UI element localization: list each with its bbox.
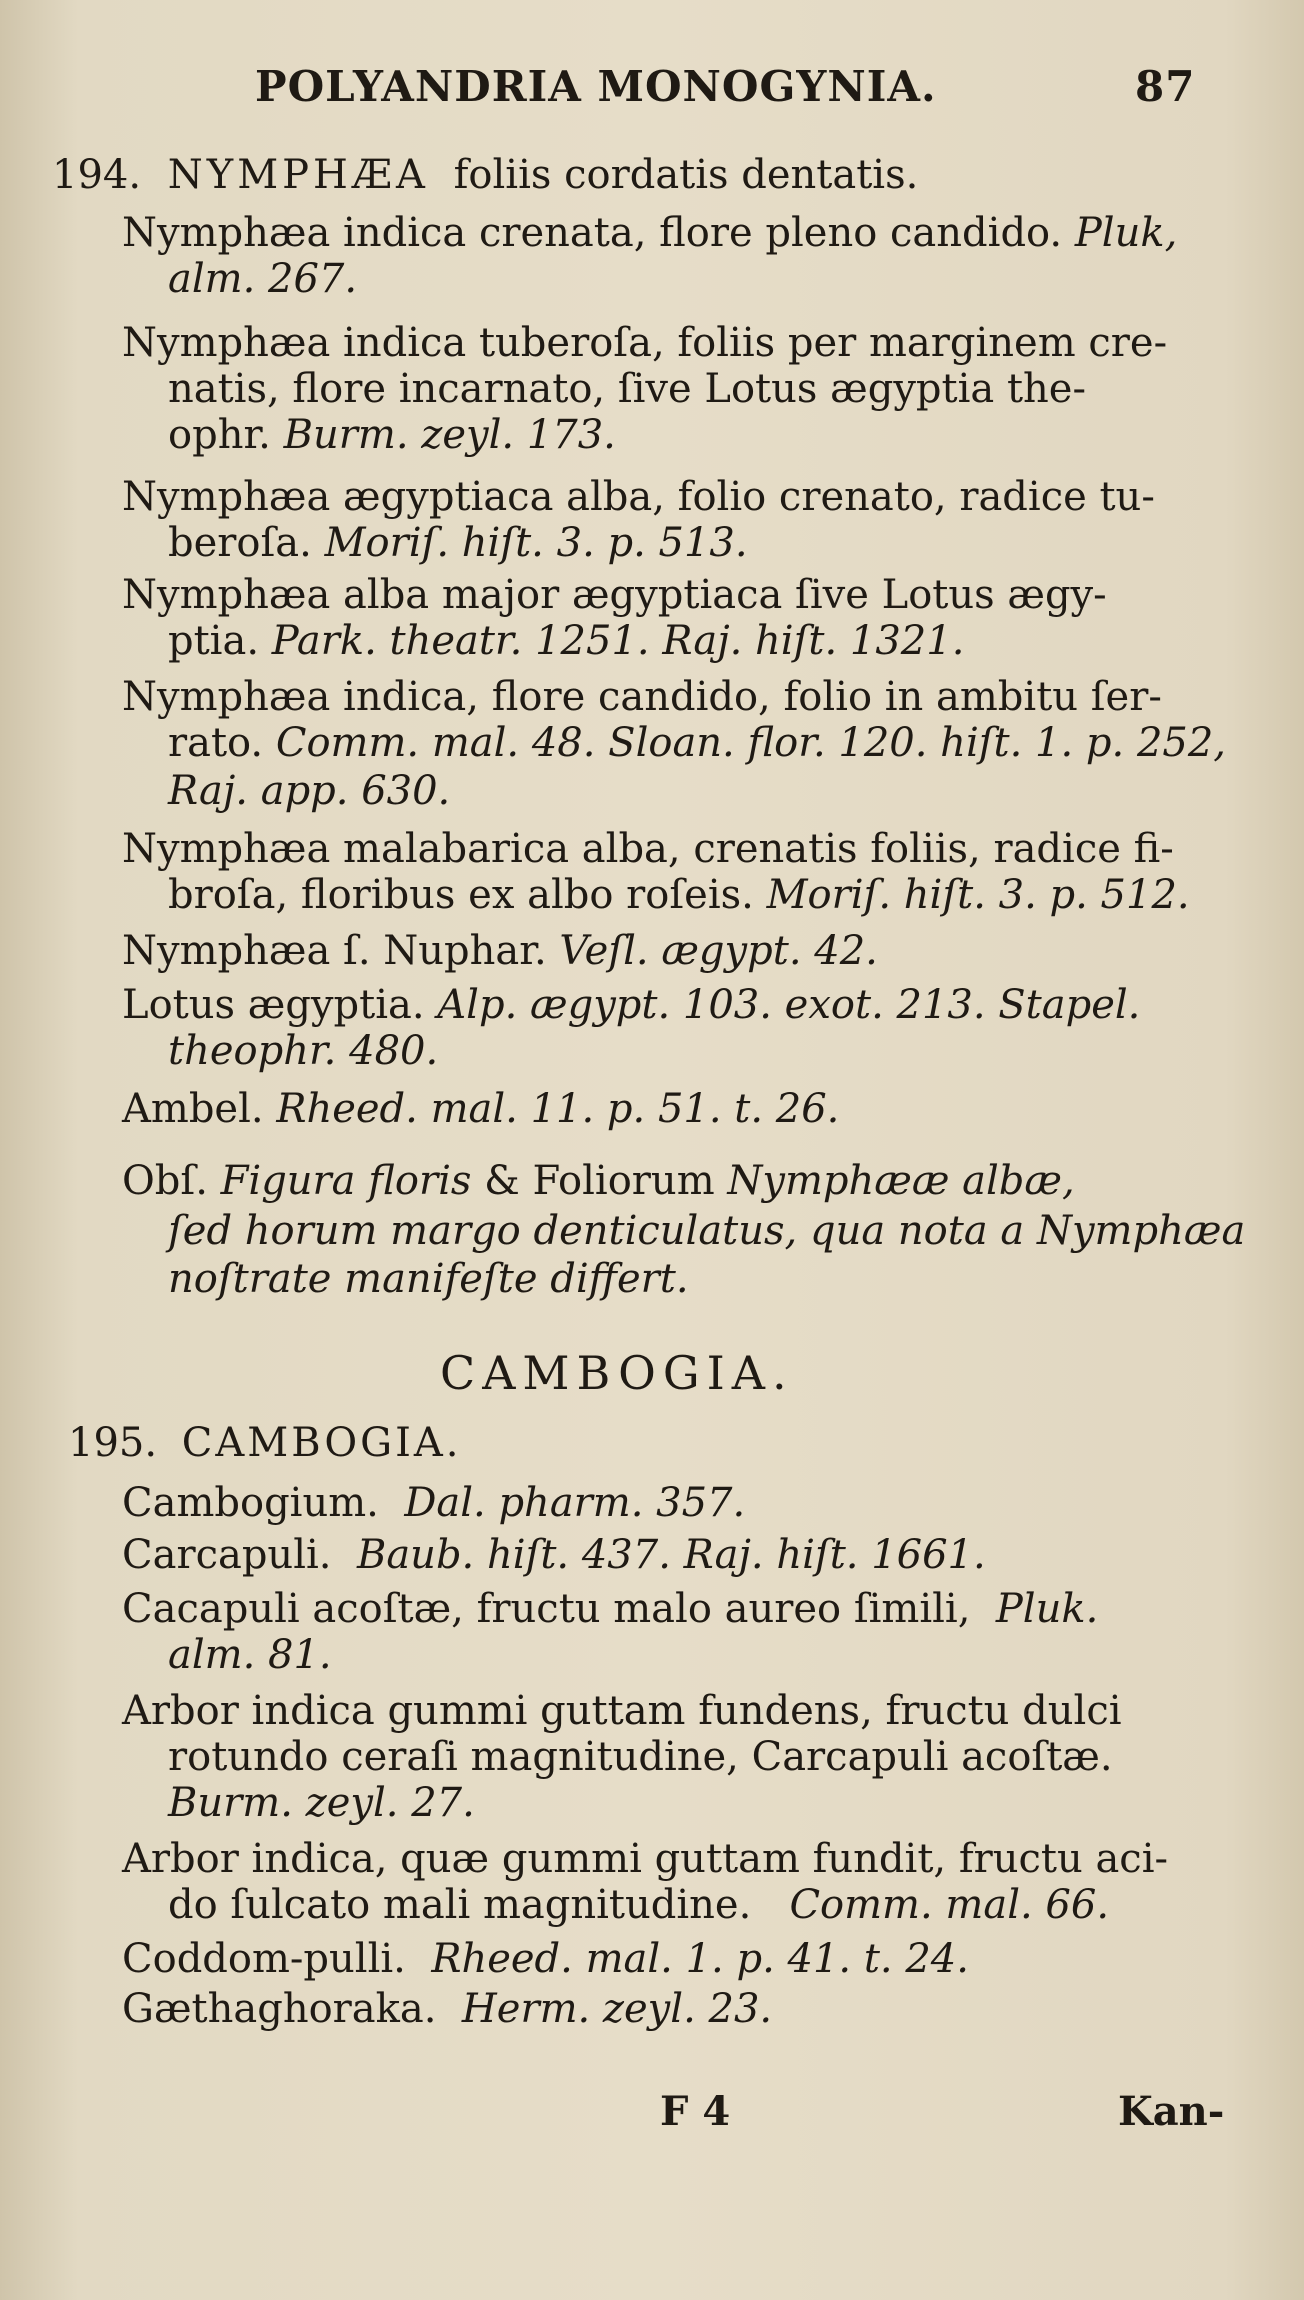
synonym-line: Lotus ægyptia. Alp. ægypt. 103. exot. 213. Stapel.: [122, 982, 1141, 1028]
synonym-line: Gæthaghoraka. Herm. zeyl. 23.: [122, 1986, 773, 2032]
synonym-line: Arbor indica, quæ gummi guttam fundit, fructu aci-: [122, 1836, 1169, 1882]
signature-mark: F 4: [660, 2088, 731, 2135]
page-number: 87: [1135, 62, 1196, 111]
synonym-line: Nymphæa indica tuberoſa, foliis per marginem cre-: [122, 320, 1168, 366]
synonym-line: beroſa. Moriſ. hiſt. 3. p. 513.: [168, 520, 748, 566]
synonym-line: do ſulcato mali magnitudine. Comm. mal. 66.: [168, 1882, 1110, 1928]
synonym-line: Arbor indica gummi guttam fundens, fructu dulci: [122, 1688, 1122, 1734]
observation-line: noſtrate manifeſte differt.: [168, 1256, 689, 1302]
synonym-line: rato. Comm. mal. 48. Sloan. flor. 120. hiſt. 1. p. 252,: [168, 720, 1227, 766]
observation-line: Obſ. Figura floris & Foliorum Nymphææ albæ,: [122, 1158, 1075, 1204]
catchword: Kan-: [1118, 2088, 1225, 2135]
entry-number: 195.: [68, 1420, 158, 1466]
header-title: POLYANDRIA MONOGYNIA.: [255, 62, 937, 111]
synonym-line: broſa, floribus ex albo roſeis. Moriſ. hiſt. 3. p. 512.: [168, 872, 1190, 918]
synonym-line: alm. 267.: [168, 256, 358, 302]
synonym-line: Nymphæa ſ. Nuphar. Veſl. ægypt. 42.: [122, 928, 878, 974]
synonym-line: Raj. app. 630.: [168, 768, 451, 814]
synonym-line: Nymphæa alba major ægyptiaca ſive Lotus ægy-: [122, 572, 1107, 618]
observation-line: ſed horum margo denticulatus, qua nota a Nymphæa: [168, 1208, 1246, 1254]
genus-name: CAMBOGIA.: [181, 1420, 462, 1466]
synonym-line: Nymphæa ægyptiaca alba, folio crenato, radice tu-: [122, 474, 1155, 520]
synonym-line: Coddom-pulli. Rheed. mal. 1. p. 41. t. 24.: [122, 1936, 969, 1982]
synonym-line: Ambel. Rheed. mal. 11. p. 51. t. 26.: [122, 1086, 840, 1132]
synonym-line: Nymphæa malabarica alba, crenatis foliis, radice fi-: [122, 826, 1174, 872]
synonym-line: theophr. 480.: [168, 1028, 439, 1074]
entry-194-heading: [52, 152, 918, 198]
genus-name: NYMPHÆA: [167, 152, 429, 198]
synonym-line: Nymphæa indica crenata, flore pleno candido. Pluk,: [122, 210, 1178, 256]
synonym-line: ophr. Burm. zeyl. 173.: [168, 412, 616, 458]
genus-definition: foliis cordatis dentatis.: [453, 152, 919, 198]
synonym-line: alm. 81.: [168, 1632, 332, 1678]
synonym-line: rotundo ceraſi magnitudine, Carcapuli acoſtæ.: [168, 1734, 1113, 1780]
section-heading: CAMBOGIA.: [440, 1346, 794, 1400]
synonym-line: Cacapuli acoſtæ, fructu malo aureo ſimili, Pluk.: [122, 1586, 1099, 1632]
entry-number: 194.: [52, 152, 142, 198]
entry-195-heading: [68, 1420, 462, 1466]
synonym-line: Carcapuli. Baub. hiſt. 437. Raj. hiſt. 1661.: [122, 1532, 986, 1578]
running-header: [255, 62, 1235, 111]
synonym-line: natis, flore incarnato, ſive Lotus ægyptia the-: [168, 366, 1086, 412]
synonym-line: Cambogium. Dal. pharm. 357.: [122, 1480, 746, 1526]
synonym-line: Nymphæa indica, flore candido, folio in ambitu ſer-: [122, 674, 1162, 720]
synonym-line: ptia. Park. theatr. 1251. Raj. hiſt. 1321.: [168, 618, 965, 664]
synonym-line: Burm. zeyl. 27.: [168, 1780, 475, 1826]
